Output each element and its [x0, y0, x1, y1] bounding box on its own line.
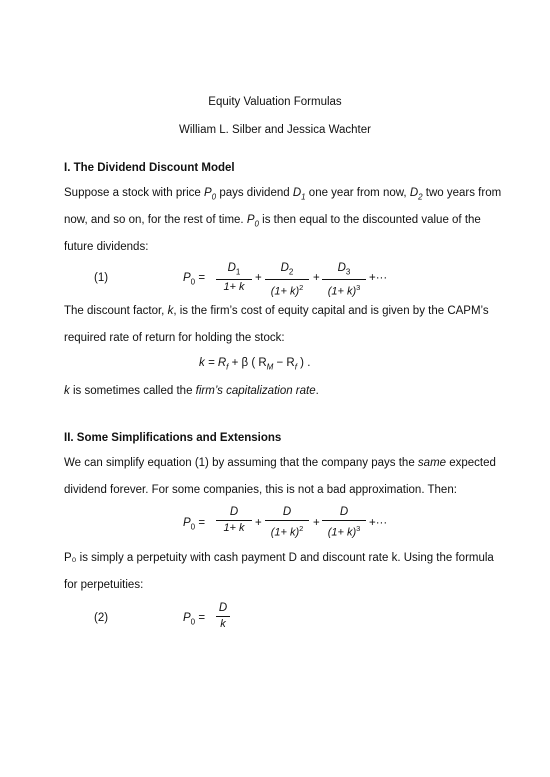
text-span: The discount factor,: [64, 305, 168, 317]
fraction-bar: [216, 279, 252, 280]
symbol-p: P: [246, 214, 255, 226]
ellipsis: +···: [369, 517, 388, 529]
symbol-k: k: [64, 385, 70, 397]
fraction-denominator: $(1+ k)^2$: [270, 283, 304, 298]
symbol-k: k: [167, 305, 174, 317]
subscript: 0: [190, 277, 196, 287]
equation-lhs: $P_0$ =: [183, 612, 206, 627]
text-span: now, and so on, for the rest of time.: [64, 214, 247, 226]
fraction-numerator: $D_2$: [280, 262, 294, 277]
emphasized-term: firm’s capitalization rate: [195, 385, 316, 397]
symbol-d: D: [292, 187, 302, 199]
fraction: [322, 506, 366, 540]
plus-sign: +: [255, 517, 262, 529]
fraction-bar: [216, 520, 252, 521]
fraction-denominator: $(1+ k)^2$: [270, 524, 304, 539]
fraction-bar: [216, 616, 230, 617]
fraction-numerator: D: [229, 506, 239, 518]
equation-lhs: [183, 272, 205, 286]
fraction-numerator: D: [339, 506, 349, 518]
text-span: is then equal to the discounted value of the: [258, 214, 481, 226]
subscript: 1: [301, 192, 306, 202]
text-span: , is the firm’s cost of equity capital and is given by the CAPM’s: [173, 305, 489, 317]
subscript: 0: [211, 192, 217, 202]
fraction-denominator: k: [220, 618, 226, 630]
paragraph-line: [64, 457, 496, 469]
text-span: expected: [446, 457, 496, 469]
plus-sign: +: [313, 517, 320, 529]
fraction: [216, 506, 252, 535]
section-heading-1: I. The Dividend Discount Model: [64, 162, 235, 174]
text-span: Suppose a stock with price: [64, 187, 204, 199]
text-span: one year from now,: [305, 187, 410, 199]
section-heading-2: II. Some Simplifications and Extensions: [64, 432, 282, 444]
paragraph-line: [64, 385, 319, 397]
fraction-bar: [265, 520, 309, 521]
text-span: We can simplify equation (1) by assuming that the company pays the: [64, 457, 418, 469]
paragraph-line: [64, 305, 489, 317]
paragraph-line: for perpetuities:: [64, 579, 144, 591]
fraction-bar: [322, 520, 366, 521]
document-title: Equity Valuation Formulas: [208, 96, 342, 108]
symbol-p: P: [183, 272, 191, 284]
subscript: 0: [254, 219, 259, 229]
ellipsis: +···: [369, 272, 388, 284]
fraction: [216, 262, 252, 294]
fraction-numerator: D: [282, 506, 292, 518]
equals-sign: =: [198, 272, 206, 284]
fraction-numerator: $D_3$: [337, 262, 351, 277]
fraction-denominator: 1+ k: [223, 281, 245, 294]
fraction: [216, 602, 230, 631]
text-span: .: [315, 385, 319, 397]
fraction: [265, 506, 309, 540]
equation-number: (1): [94, 272, 109, 284]
fraction: [322, 262, 366, 299]
fraction: [265, 262, 309, 299]
text-span: is sometimes called the: [69, 385, 196, 397]
plus-sign: +: [313, 272, 320, 284]
fraction-numerator: $D_1$: [227, 262, 241, 277]
fraction-denominator: $(1+ k)^3$: [327, 524, 361, 539]
fraction-bar: [265, 279, 309, 280]
subscript: 2: [418, 192, 423, 202]
equation-number: (2): [94, 612, 109, 624]
equation-lhs: $P_0$ =: [183, 517, 206, 532]
symbol-d: D: [409, 187, 419, 199]
text-span: pays dividend: [216, 187, 293, 199]
capm-equation: $k = R_f + \beta$ ( $R_M - R_f$ ) .: [199, 357, 311, 372]
document-authors: William L. Silber and Jessica Wachter: [179, 124, 371, 136]
paragraph-line: dividend forever. For some companies, this is not a bad approximation. Then:: [64, 484, 457, 496]
fraction-numerator: D: [218, 602, 228, 614]
fraction-bar: [322, 279, 366, 280]
paragraph-line: [64, 187, 501, 201]
fraction-denominator: 1+ k: [223, 522, 245, 534]
symbol-p: P: [204, 187, 212, 199]
fraction-denominator: $(1+ k)^3$: [327, 283, 361, 298]
paragraph-line: future dividends:: [64, 241, 149, 253]
emphasized-word: same: [417, 457, 447, 469]
paragraph-line: required rate of return for holding the stock:: [64, 332, 285, 344]
paragraph-line: [64, 214, 481, 228]
text-span: two years from: [422, 187, 502, 199]
plus-sign: +: [255, 272, 262, 284]
paragraph-line: P₀ is simply a perpetuity with cash payment D and discount rate k. Using the formula: [64, 552, 494, 564]
